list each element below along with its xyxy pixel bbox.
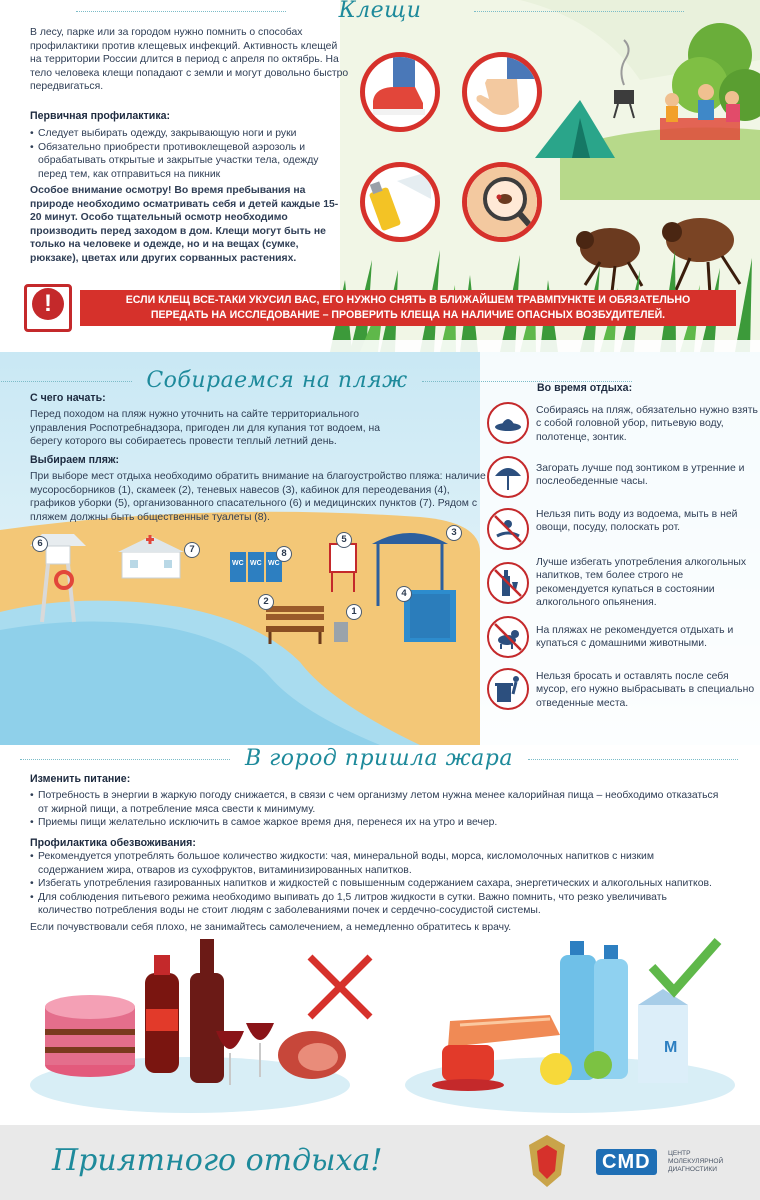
no-drinking-water-icon xyxy=(487,508,529,550)
list-item: • Обязательно приобрести противоклещевой аэрозоль и обрабатывать открытые и закрытые участки тела, одежду перед тем, как отправиться на пикник xyxy=(30,141,330,182)
diet-heading: Изменить питание: xyxy=(30,773,131,785)
toilet-label: WC xyxy=(268,560,280,567)
cmd-subtitle-line: ЦЕНТР xyxy=(668,1150,691,1157)
rest-tip-text: Нельзя пить воду из водоема, мыть в ней овощи, посуду, полоскать рот. xyxy=(536,509,738,534)
rest-tip-text: На пляжах не рекомендуется отдыхать и купаться с домашними животными. xyxy=(536,625,734,650)
beach-section xyxy=(0,352,760,745)
covered-hands-illustration xyxy=(462,52,542,132)
toilet-label: WC xyxy=(232,560,244,567)
closed-shoes-illustration xyxy=(360,52,440,132)
toilet-label: WC xyxy=(250,560,262,567)
repellent-spray-illustration xyxy=(360,162,440,242)
beach-umbrella-icon xyxy=(487,456,529,498)
rest-heading: Во время отдыха: xyxy=(537,382,633,394)
sun-hat-icon xyxy=(487,402,529,444)
heat-title: В город пришла жара xyxy=(245,746,513,771)
marker-3: 3 xyxy=(446,525,462,541)
choose-beach-heading: Выбираем пляж: xyxy=(30,454,119,466)
milk-label: М xyxy=(664,1039,678,1056)
dehydration-heading: Профилактика обезвоживания: xyxy=(30,837,196,849)
list-item: • Рекомендуется употреблять большое количество жидкости: чая, минеральной воды, морса, кисломолочных напитков с низким содержанием жира, отваров из сухофруктов, витаминизированных напитков. xyxy=(30,850,720,877)
list-item: • Для соблюдения питьевого режима необходимо выпивать до 1,5 литров жидкости в сутки. Важно помнить, что резко увеличивать количество потребления воды не стоит людям с заболеваниями почек и сердечно-сосудистой системы. xyxy=(30,891,720,918)
choose-beach-text: При выборе мест отдыха необходимо обратить внимание на благоустройство пляжа: наличие мусоросборников (1), скамеек (2), теневых навесов (3), кабинок для переодевания (4), графиков уборки (5), организованного спасательного (6) и медицинских пунктов (7). Рядом с пляжем должны быть общественные туалеты (8). xyxy=(30,471,486,523)
cmd-subtitle-line: МОЛЕКУЛЯРНОЙ xyxy=(668,1158,724,1165)
marker-7: 7 xyxy=(184,542,200,558)
warning-banner xyxy=(80,290,736,326)
cmd-subtitle-line: ДИАГНОСТИКИ xyxy=(668,1166,717,1173)
inspection-note: Особое внимание осмотру! Во время пребывания на природе необходимо осматривать себя и детей каждые 15-20 минут. Особо тщательный осмотр необходимо производить перед заходом в дом. Клещи могут быть не только на человеке и одежде, но и на вещах (сумке, рюкзаке), цветах или других сорванных растениях. xyxy=(30,185,339,264)
tick-inspection-illustration xyxy=(462,162,542,242)
warning-line-2: ПЕРЕДАТЬ НА ИССЛЕДОВАНИЕ – ПРОВЕРИТЬ КЛЕЩА НА НАЛИЧИЕ ОПАСНЫХ ВОЗБУДИТЕЛЕЙ. xyxy=(150,309,666,321)
ticks-section xyxy=(0,0,760,352)
cmd-logo xyxy=(596,1149,732,1179)
rest-tip-text: Собираясь на пляж, обязательно нужно взять с собой головной убор, питьевую воду, полотенце, зонтик. xyxy=(536,405,758,443)
ticks-intro: В лесу, парке или за городом нужно помнить о способах профилактики против клещевых инфекций. Активность клещей на территории России длится в период с апреля по октябрь. На тело человека клещи попадают с земли и могут довольно быстро передвигаться. xyxy=(30,27,349,93)
rest-tip-text: Нельзя бросать и оставлять после себя мусор, его нужно выбрасывать в специально отведенные места. xyxy=(536,671,755,709)
cmd-subtitle xyxy=(668,1150,723,1174)
no-pets-icon xyxy=(487,616,529,658)
exclamation-icon: ! xyxy=(32,288,64,320)
marker-6: 6 xyxy=(32,536,48,552)
diet-list xyxy=(30,789,720,830)
shoe-icon xyxy=(365,57,435,127)
slogan: Приятного отдыха! xyxy=(52,1143,383,1178)
magnifier-tick-icon xyxy=(467,167,537,237)
marker-4: 4 xyxy=(396,586,412,602)
warning-line-1: ЕСЛИ КЛЕЩ ВСЕ-ТАКИ УКУСИЛ ВАС, ЕГО НУЖНО СНЯТЬ В БЛИЖАЙШЕМ ТРАВМПУНКТЕ И ОБЯЗАТЕЛЬНО xyxy=(125,294,691,306)
ticks-title: Клещи xyxy=(300,0,460,23)
list-item: • Избегать употребления газированных напитков и жидкостей с повышенным содержанием сахара, энергетических и алкогольных напитков. xyxy=(30,877,720,891)
marker-5: 5 xyxy=(336,532,352,548)
start-heading: С чего начать: xyxy=(30,392,106,404)
emblem-icon xyxy=(525,1131,569,1191)
hand-icon xyxy=(467,57,537,127)
heat-section xyxy=(0,745,760,1125)
list-item: • Следует выбирать одежду, закрывающую ноги и руки xyxy=(30,127,330,141)
footer xyxy=(0,1125,760,1200)
start-text: Перед походом на пляж нужно уточнить на сайте территориального управления Роспотребнадзора, пригоден ли для купания тот водоем, на берегу которого вы собираетесь провести теплый летний день. xyxy=(30,409,381,448)
marker-2: 2 xyxy=(258,594,274,610)
spray-can-icon xyxy=(365,167,435,237)
marker-1: 1 xyxy=(346,604,362,620)
beach-title: Собираемся на пляж xyxy=(146,368,408,393)
healthy-food-illustration xyxy=(400,935,740,1120)
primary-prevention-heading: Первичная профилактика: xyxy=(30,110,171,122)
primary-prevention-list xyxy=(30,127,330,181)
cmd-brand: CMD xyxy=(596,1149,657,1175)
dehydration-list xyxy=(30,850,720,918)
no-alcohol-icon xyxy=(487,562,529,604)
rest-tip-text: Лучше избегать употребления алкогольных напитков, тем более строго не рекомендуется купаться в состоянии алкогольного опьянения. xyxy=(536,557,747,609)
list-item: • Потребность в энергии в жаркую погоду снижается, в связи с чем организму летом нужна менее калорийная пища – необходимо отказаться от жирной пищи, а потребление мяса свести к минимуму. xyxy=(30,789,720,816)
unhealthy-food-illustration xyxy=(20,935,390,1120)
trash-bin-icon xyxy=(487,668,529,710)
tick-bite-warning xyxy=(24,284,736,332)
closing-note: Если почувствовали себя плохо, не занимайтесь самолечением, а немедленно обратитесь к врачу. xyxy=(30,922,512,933)
list-item: • Приемы пищи желательно исключить в самое жаркое время дня, перенеся их на утро и вечер. xyxy=(30,816,720,830)
marker-8: 8 xyxy=(276,546,292,562)
rest-tip-text: Загорать лучше под зонтиком в утренние и послеобеденные часы. xyxy=(536,463,745,488)
